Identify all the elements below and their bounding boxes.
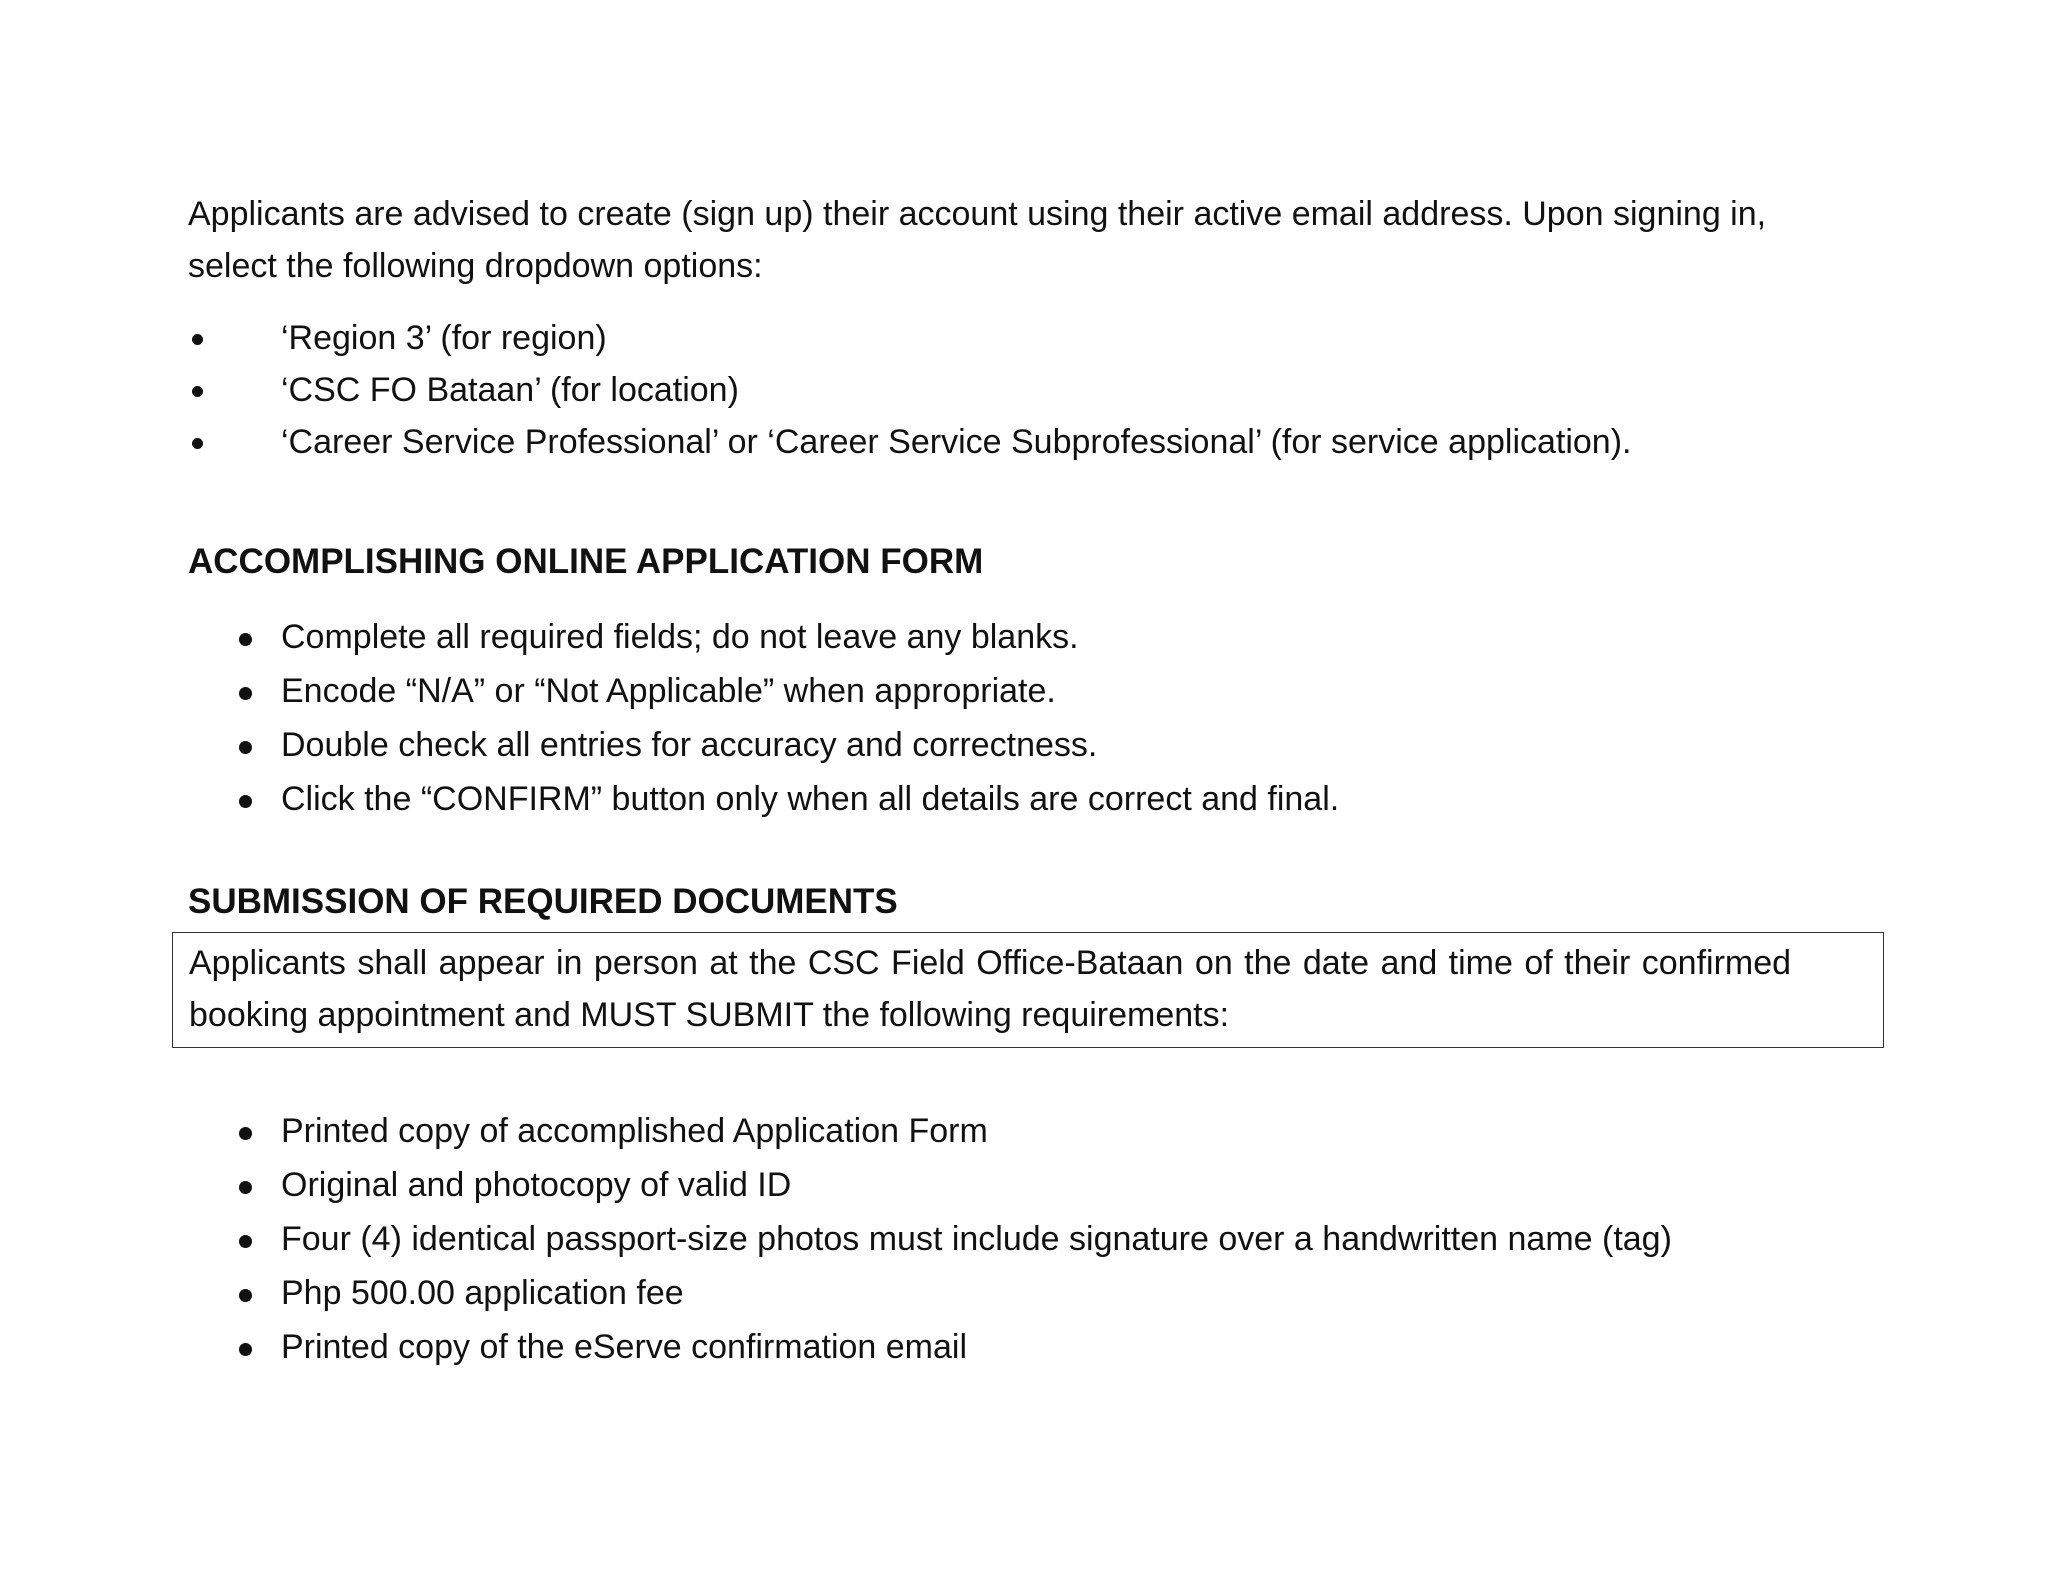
list-item: Printed copy of accomplished Application Form xyxy=(188,1104,1888,1158)
list-item: Original and photocopy of valid ID xyxy=(188,1158,1888,1212)
list-item: Complete all required fields; do not leave any blanks. xyxy=(188,610,1888,664)
list-item: Click the “CONFIRM” button only when all details are correct and final. xyxy=(188,772,1888,826)
section-heading-application-form: ACCOMPLISHING ONLINE APPLICATION FORM xyxy=(188,542,984,581)
list-item: ‘Career Service Professional’ or ‘Career Service Subprofessional’ (for service application). xyxy=(188,416,1888,468)
list-item: Php 500.00 application fee xyxy=(188,1266,1888,1320)
list-item: Encode “N/A” or “Not Applicable” when appropriate. xyxy=(188,664,1888,718)
document-content xyxy=(188,188,1888,1374)
submission-notice-box xyxy=(172,932,1884,1048)
list-item: Double check all entries for accuracy and correctness. xyxy=(188,718,1888,772)
required-documents-list xyxy=(188,1104,1888,1374)
application-form-list xyxy=(188,610,1888,826)
dropdown-options-list xyxy=(188,312,1888,468)
notice-line: booking appointment and MUST SUBMIT the following requirements: xyxy=(189,996,1230,1034)
notice-line: Applicants shall appear in person at the CSC Field Office-Bataan on the date and time of their confirmed xyxy=(189,944,1792,982)
list-item: ‘CSC FO Bataan’ (for location) xyxy=(188,364,1888,416)
list-item: Four (4) identical passport-size photos must include signature over a handwritten name (tag) xyxy=(188,1212,1888,1266)
list-item: ‘Region 3’ (for region) xyxy=(188,312,1888,364)
intro-line: Applicants are advised to create (sign up) their account using their active email address. Upon signing in, xyxy=(188,195,1767,233)
intro-line: select the following dropdown options: xyxy=(188,247,763,285)
section-heading-required-documents: SUBMISSION OF REQUIRED DOCUMENTS xyxy=(188,882,898,921)
intro-paragraph xyxy=(188,188,1888,292)
list-item: Printed copy of the eServe confirmation email xyxy=(188,1320,1888,1374)
